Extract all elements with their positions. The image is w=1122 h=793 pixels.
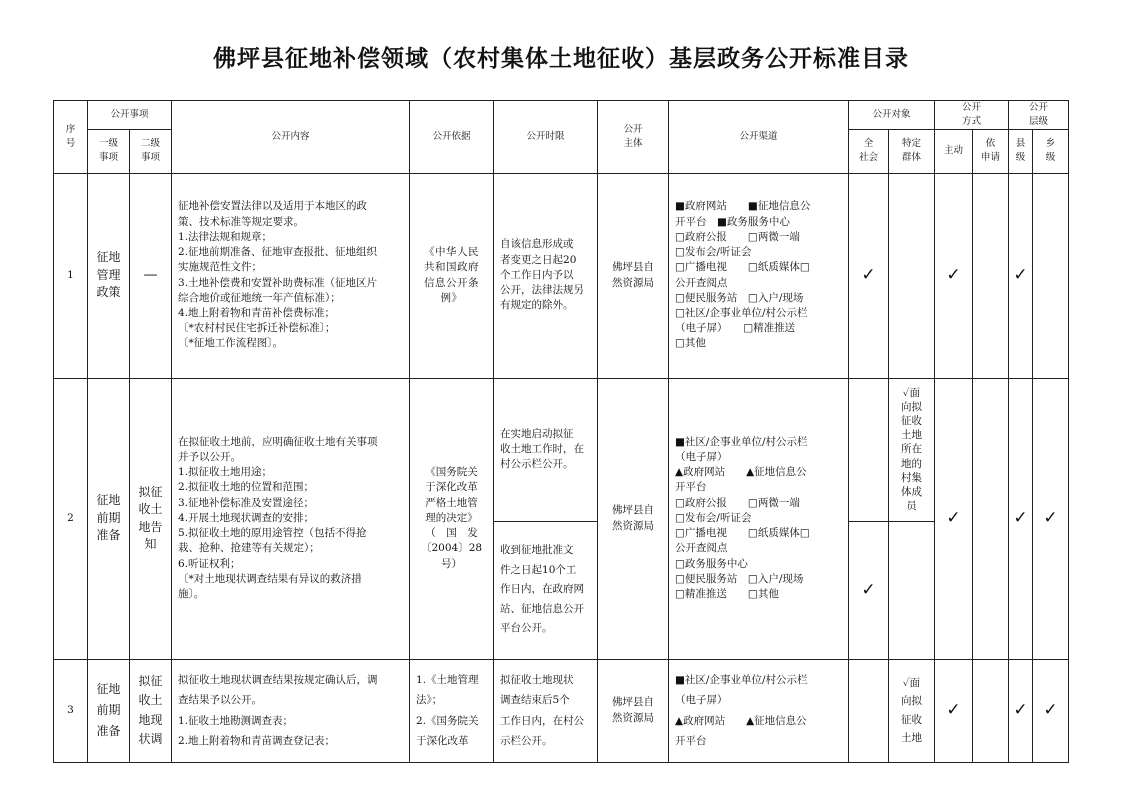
check-level-township: ✓: [1033, 659, 1069, 762]
check-mode-active: ✓: [935, 659, 973, 762]
row-item-l1: 征地 前期 准备: [88, 659, 130, 762]
check-level-township: [1033, 173, 1069, 378]
row-basis: 1.《土地管理 法》； 2.《国务院关 于深化改革: [410, 659, 494, 762]
check-target-all-b: ✓: [849, 521, 889, 659]
check-mode-active: ✓: [935, 173, 973, 378]
row-seq: 2: [54, 378, 88, 659]
header-channel: 公开渠道: [669, 101, 849, 174]
row-time-b: 收到征地批准文 件之日起10个工 作日内，在政府网 站、征地信息公开 平台公开。: [494, 521, 598, 659]
check-target-all: ✓: [849, 173, 889, 378]
header-target-all: 全 社会: [849, 129, 889, 173]
row-content: 征地补偿安置法律以及适用于本地区的政 策、技术标准等规定要求。 1.法律法规和规章； 2.征地前期准备、征地审查报批、征地组织 实施规范性文件； 3.土地补偿费和安置补助费标准（征地区片 综合地价或征地统一年产值标准）； 4.地上附着物和青苗补偿费标准； 〔*农村村民住宅拆迁补偿标准〕； 〔*征地工作流程图〕。: [172, 173, 410, 378]
header-level-county: 县 级: [1009, 129, 1033, 173]
row-target-specific: ✓面 向拟 征收 土地: [889, 659, 935, 762]
header-mode-active: 主动: [935, 129, 973, 173]
check-mode-request: [973, 659, 1009, 762]
row-item-l2: 拟征 收土 地现 状调: [130, 659, 172, 762]
row-time-a: 在实地启动拟征 收土地工作时，在 村公示栏公开。: [494, 378, 598, 521]
row-item-l2: 拟征 收土 地告 知: [130, 378, 172, 659]
header-item-l2: 二级 事项: [130, 129, 172, 173]
row-time: 自该信息形成或 者变更之日起20 个工作日内予以 公开，法律法规另 有规定的除外。: [494, 173, 598, 378]
check-level-county: ✓: [1009, 659, 1033, 762]
catalog-table: [53, 100, 1069, 763]
check-target-all: [849, 659, 889, 762]
row-basis: 《国务院关 于深化改革 严格土地管 理的决定》 （ 国 发 〔2004〕28 号）: [410, 378, 494, 659]
row-seq: 1: [54, 173, 88, 378]
header-target-group: 公开对象: [849, 101, 935, 130]
header-level-township: 乡 级: [1033, 129, 1069, 173]
row-subject: 佛坪县自 然资源局: [598, 659, 669, 762]
header-level-group: 公开 层级: [1009, 101, 1069, 130]
check-mode-request: [973, 378, 1009, 659]
row-subject: 佛坪县自 然资源局: [598, 173, 669, 378]
row-subject: 佛坪县自 然资源局: [598, 378, 669, 659]
header-mode-request: 依 申请: [973, 129, 1009, 173]
row-channel: ■社区/企事业单位/村公示栏 （电子屏） ▲政府网站 ▲征地信息公 开平台: [669, 659, 849, 762]
row-channel: ■社区/企事业单位/村公示栏 （电子屏） ▲政府网站 ▲征地信息公 开平台 □政府公报 □两微一端 □发布会/听证会 □广播电视 □纸质媒体□ 公开查阅点 □政务服务中心 □便民服务站 □入户/现场 □精准推送 □其他: [669, 378, 849, 659]
row-channel: ■政府网站 ■征地信息公 开平台 ■政务服务中心 □政府公报 □两微一端 □发布会/听证会 □广播电视 □纸质媒体□ 公开查阅点 □便民服务站 □入户/现场 □社区/企事业单位/村公示栏 （电子屏） □精准推送 □其他: [669, 173, 849, 378]
check-target-all-a: [849, 378, 889, 521]
row-basis: 《中华人民 共和国政府 信息公开条 例》: [410, 173, 494, 378]
table-row: [54, 378, 1069, 521]
check-level-county: ✓: [1009, 378, 1033, 659]
header-basis: 公开依据: [410, 101, 494, 174]
page-title: 佛坪县征地补偿领域（农村集体土地征收）基层政务公开标准目录: [213, 46, 909, 72]
check-target-specific: [889, 173, 935, 378]
row-item-l1: 征地 前期 准备: [88, 378, 130, 659]
header-content: 公开内容: [172, 101, 410, 174]
row-item-l1: 征地 管理 政策: [88, 173, 130, 378]
row-item-l2: —: [130, 173, 172, 378]
row-content: 在拟征收土地前，应明确征收土地有关事项 并予以公开。 1.拟征收土地用途； 2.拟征收土地的位置和范围； 3.征地补偿标准及安置途径； 4.开展土地现状调查的安排； 5.拟征收土地的原用途管控（包括不得抢 栽、抢种、抢建等有关规定）； 6.听证权利； 〔*对土地现状调查结果有异议的救济措 施〕。: [172, 378, 410, 659]
table-row: [54, 173, 1069, 378]
header-mode-group: 公开 方式: [935, 101, 1009, 130]
check-mode-active: ✓: [935, 378, 973, 659]
row-seq: 3: [54, 659, 88, 762]
header-target-specific: 特定 群体: [889, 129, 935, 173]
header-item-group: 公开事项: [88, 101, 172, 130]
header-seq: 序 号: [54, 101, 88, 174]
header-subject: 公开 主体: [598, 101, 669, 174]
header-row-1: [54, 101, 1069, 130]
header-time: 公开时限: [494, 101, 598, 174]
check-mode-request: [973, 173, 1009, 378]
row-time: 拟征收土地现状 调查结束后5个 工作日内，在村公 示栏公开。: [494, 659, 598, 762]
row-content: 拟征收土地现状调查结果按规定确认后，调 查结果予以公开。 1.征收土地勘测调查表； 2.地上附着物和青苗调查登记表；: [172, 659, 410, 762]
table-row: [54, 659, 1069, 762]
check-level-township: ✓: [1033, 378, 1069, 659]
row-target-specific-b: [889, 521, 935, 659]
row-target-specific: ✓面 向拟 征收 土地 所在 地的 村集 体成 员: [889, 378, 935, 521]
check-level-county: ✓: [1009, 173, 1033, 378]
header-item-l1: 一级 事项: [88, 129, 130, 173]
